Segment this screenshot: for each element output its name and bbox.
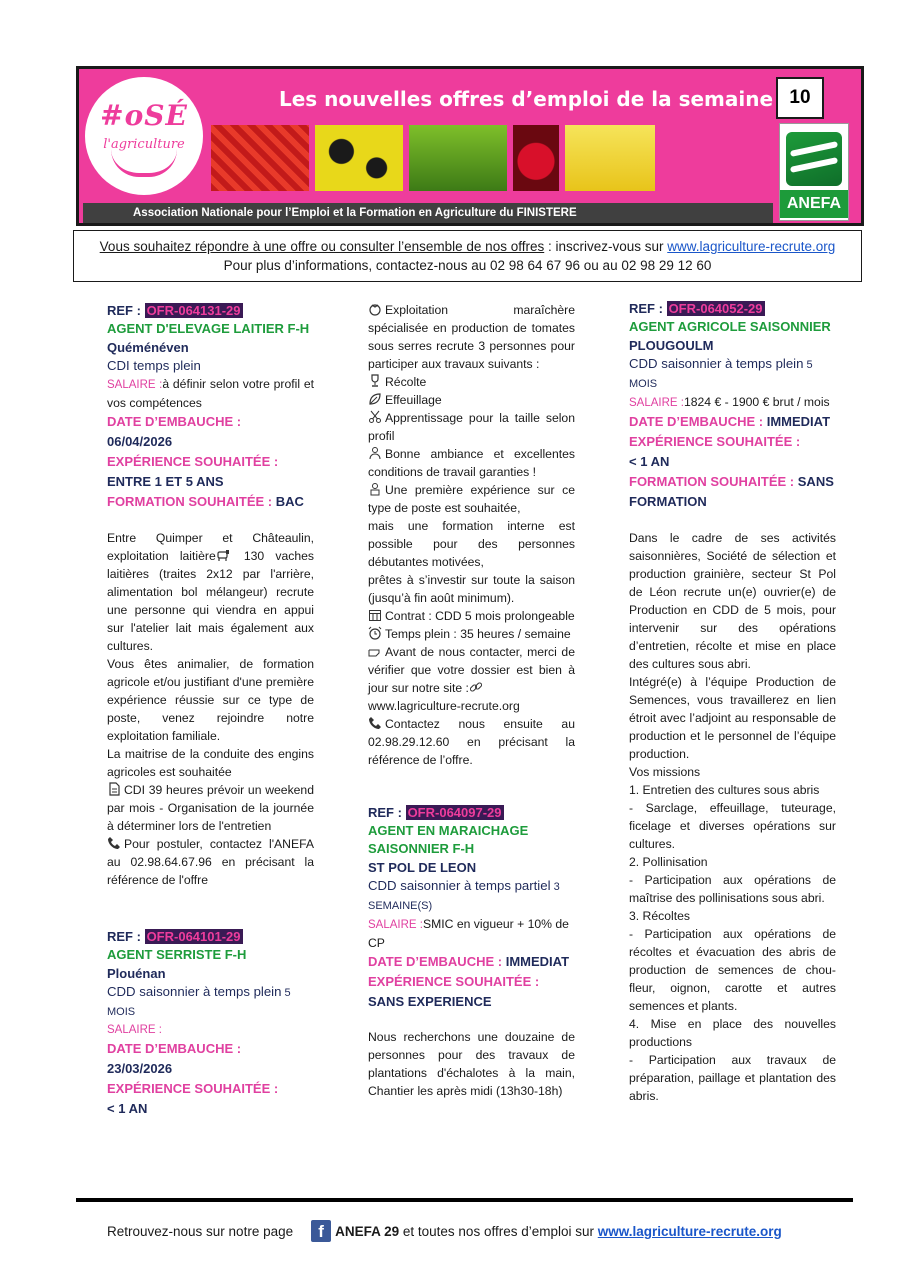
info-site-link[interactable]: www.lagriculture-recrute.org [667,239,836,254]
footer-middle: et toutes nos offres d’emploi sur [399,1224,598,1239]
desc-paragraph: Entre Quimper et Châteaulin, exploitation laitière 130 vaches laitières (traites 2x12 par l'arrière, alimentation bol mélangeur) recrute une personne qui viendra en appui sur l'atelier lait mais également aux cultures. [107,531,314,653]
leaf-icon [368,392,382,406]
job-contract: CDD saisonnier à temps partiel 3 SEMAINE(S) [368,878,560,912]
bullet-continuation: prêtes à s’investir sur toute la saison (jusqu’à fin août minimum). [368,573,575,605]
col2-intro: Exploitation maraîchère spécialisée en production de tomates sous serres recrute 3 personnes pour participer aux travaux suivants : [368,303,575,371]
experience-label: EXPÉRIENCE SOUHAITÉE : [107,454,279,469]
alarm-clock-icon [368,626,382,640]
offer-card [629,299,836,1105]
job-contract: CDD saisonnier à temps plein 5 MOIS [107,984,291,1018]
offer-card [107,927,314,1119]
bullet-item: Contactez nous ensuite au 02.98.29.12.60 en précisant la référence de l’offre. [368,717,575,767]
job-contract: CDI temps plein [107,358,201,373]
bullet-item: Avant de nous contacter, merci de vérifier que votre dossier est bien à jour sur notre site : [368,645,575,695]
hire-date-label: DATE D’EMBAUCHE : [368,954,503,969]
mission-heading: 4. Mise en place des nouvelles productions [629,1017,836,1049]
column-3 [629,299,836,1105]
ref-code: OFR-064097-29 [407,805,502,820]
scissors-icon [368,410,382,424]
info-line-2: Pour plus d’informations, contactez-nous au 02 98 64 67 96 ou au 02 98 29 12 60 [223,258,712,273]
ose-logo-subtext: l'agriculture [103,137,185,152]
desc-paragraph: La maitrise de la conduite des engins agricoles est souhaitée [107,747,314,779]
footer-prefix: Retrouvez-nous sur notre page [107,1224,294,1239]
offer-ref [629,299,836,318]
experience-value: SANS EXPERIENCE [368,994,492,1009]
cows-photo [315,125,403,191]
desc-paragraph: Dans le cadre de ses activités saisonnières, Société de sélection et production grainière, secteur St Pol de Léon recrute un(e) ouvrier(e) de Production en CDD de 5 mois, pour intervenir sur des opérations d’entretien, récolte et mise en place des cultures sous abri. [629,531,836,671]
offer-card [368,803,575,1100]
banner-title: Les nouvelles offres d’emploi de la semaine [279,87,774,111]
job-title: AGENT SERRISTE F-H [107,947,247,962]
document-icon [107,782,121,796]
desc-paragraph: Vous êtes animalier, de formation agricole et/ou justifiant d'une première expérience réussie sur ce type de poste, venez rejoindre notre exploitation familiale. [107,657,314,743]
ref-label: REF : [107,303,145,318]
desc-paragraph: Intégré(e) à l’équipe Production de Semences, vous travaillerez en lien étroit avec l’adjoint au responsable de production et le personnel de l’équipe production. [629,675,836,761]
experience-value: ENTRE 1 ET 5 ANS [107,474,224,489]
ref-code: OFR-064101-29 [146,929,241,944]
pointing-hand-icon [368,644,382,658]
offer-card [107,301,314,889]
hire-date-label: DATE D’EMBAUCHE : [107,414,242,429]
job-location: Quéménéven [107,340,189,355]
desc-paragraph: Vos missions [629,765,701,779]
job-title: AGENT AGRICOLE SAISONNIER [629,319,831,334]
experience-label: EXPÉRIENCE SOUHAITÉE : [107,1081,279,1096]
job-salary [107,375,314,412]
association-bar: Association Nationale pour l’Emploi et la Formation en Agriculture du FINISTERE [83,203,773,223]
hire-date-value: 06/04/2026 [107,434,173,449]
offer-ref [368,803,575,822]
training-value: BAC [275,494,304,509]
training-label: FORMATION SOUHAITÉE : [107,494,273,509]
job-title: AGENT EN MARAICHAGE SAISONNIER F-H [368,823,529,856]
job-location: PLOUGOULM [629,338,714,353]
anefa-logo [779,123,849,221]
tomato-icon [368,302,382,316]
training-label: FORMATION SOUHAITÉE : [629,474,795,489]
mission-heading: 1. Entretien des cultures sous abris [629,783,820,797]
tractor-photo [409,125,507,191]
strawberries-photo [211,125,309,191]
person-icon [368,482,382,496]
hire-date-label: DATE D’EMBAUCHE : [107,1041,242,1056]
salary-label: SALAIRE : [107,1024,162,1036]
calendar-icon [368,608,382,622]
footer [107,1220,782,1242]
hire-date-value: IMMEDIAT [505,954,570,969]
salary-value: 1824 € - 1900 € brut / mois [683,395,830,409]
mission-detail: - Sarclage, effeuillage, tuteurage, ficelage et diverses opérations sur cultures. [629,801,836,851]
mission-detail: - Participation aux opérations de récoltes et évacuation des abris de production de semences de chou-fleur, oignon, carotte et autres semences et plants. [629,927,836,1013]
mission-detail: - Participation aux travaux de préparation, paillage et plantation des abris. [629,1053,836,1103]
bullet-item: Bonne ambiance et excellentes conditions de travail garanties ! [368,447,575,479]
anefa-leaf-icon [786,132,842,186]
training-line [629,472,836,512]
offer-description: Nous recherchons une douzaine de personnes pour des travaux de plantations d'échalotes à la main, Chantier les après midi (13h30-18h) [368,1030,575,1098]
hire-date-value: 23/03/2026 [107,1061,173,1076]
job-salary [368,915,575,952]
mission-heading: 2. Pollinisation [629,855,708,869]
hire-date-line [629,412,836,432]
experience-label: EXPÉRIENCE SOUHAITÉE : [368,974,540,989]
column-1 [107,301,314,1119]
job-salary [629,393,836,412]
offer-ref [107,301,314,320]
ref-label: REF : [107,929,145,944]
field-photo [565,125,655,191]
hire-date-value: IMMEDIAT [766,414,831,429]
info-underlined-text: Vous souhaitez répondre à une offre ou consulter l’ensemble de nos offres [99,239,545,254]
job-contract: CDD saisonnier à temps plein 5 MOIS [629,356,813,390]
phone-icon [368,716,382,730]
job-location: Plouénan [107,966,166,981]
ref-label: REF : [368,805,406,820]
tomato-photo [513,125,559,191]
bullet-continuation: mais une formation interne est possible pour des personnes débutantes motivées, [368,519,575,569]
ose-smile-icon [111,149,177,177]
training-value: SANS FORMATION [629,474,834,509]
mission-detail: - Participation aux opérations de maîtrise des pollinisations sous abri. [629,873,836,905]
team-icon [368,446,382,460]
facebook-icon[interactable]: f [311,1220,331,1242]
salary-label: SALAIRE : [629,397,684,409]
footer-page-name[interactable]: ANEFA 29 [335,1224,400,1239]
desc-paragraph: Pour postuler, contactez l'ANEFA au 02.98.64.67.96 en précisant la référence de l'offre [107,837,314,887]
bullet-item: Apprentissage pour la taille selon profil [368,411,575,443]
ref-label: REF : [629,301,667,316]
salary-label: SALAIRE : [107,379,163,391]
page-number: 10 [776,77,824,119]
experience-value: < 1 AN [629,454,670,469]
training-line [107,492,314,512]
bullet-item: Effeuillage [368,391,575,409]
info-box [73,230,862,282]
ose-agriculture-logo [85,77,203,195]
column-2 [368,301,575,1100]
ose-logo-text: #oSÉ [100,99,188,132]
salary-label: SALAIRE : [368,919,423,931]
desc-paragraph: CDI 39 heures prévoir un weekend par mois - Organisation de la journée à déterminer lors de l'entretien [107,783,314,833]
offer-description [629,529,836,1105]
cow-icon [216,548,230,562]
info-line-1 [74,237,861,256]
bullet-item: Récolte [368,373,575,391]
footer-divider [76,1198,853,1202]
ref-code: OFR-064131-29 [146,303,241,318]
info-text: : inscrivez-vous sur [544,239,668,254]
offer-ref [107,927,314,946]
header-banner [76,66,864,226]
hire-date-label: DATE D’EMBAUCHE : [629,414,764,429]
job-location: ST POL DE LEON [368,860,477,875]
trophy-icon [368,374,382,388]
anefa-logo-text: ANEFA [780,190,848,218]
experience-label: EXPÉRIENCE SOUHAITÉE : [629,434,801,449]
link-icon [469,680,483,694]
hire-date-line [368,952,575,972]
salary-value: SMIC en vigueur + 10% de CP [368,917,569,950]
ref-code: OFR-064052-29 [668,301,763,316]
bullet-item: Contrat : CDD 5 mois prolongeable [368,607,575,625]
phone-icon [107,836,121,850]
bullet-item: Temps plein : 35 heures / semaine [368,625,575,643]
salary-value: à définir selon votre profil et vos compétences [107,377,314,410]
mission-heading: 3. Récoltes [629,909,690,923]
site-link[interactable]: www.lagriculture-recrute.org [368,699,520,713]
bullet-item: Une première expérience sur ce type de poste est souhaitée, [368,483,575,515]
job-title: AGENT D'ELEVAGE LAITIER F-H [107,321,310,336]
footer-site-link[interactable]: www.lagriculture-recrute.org [597,1224,782,1239]
experience-value: < 1 AN [107,1101,148,1116]
offer-description [107,529,314,889]
